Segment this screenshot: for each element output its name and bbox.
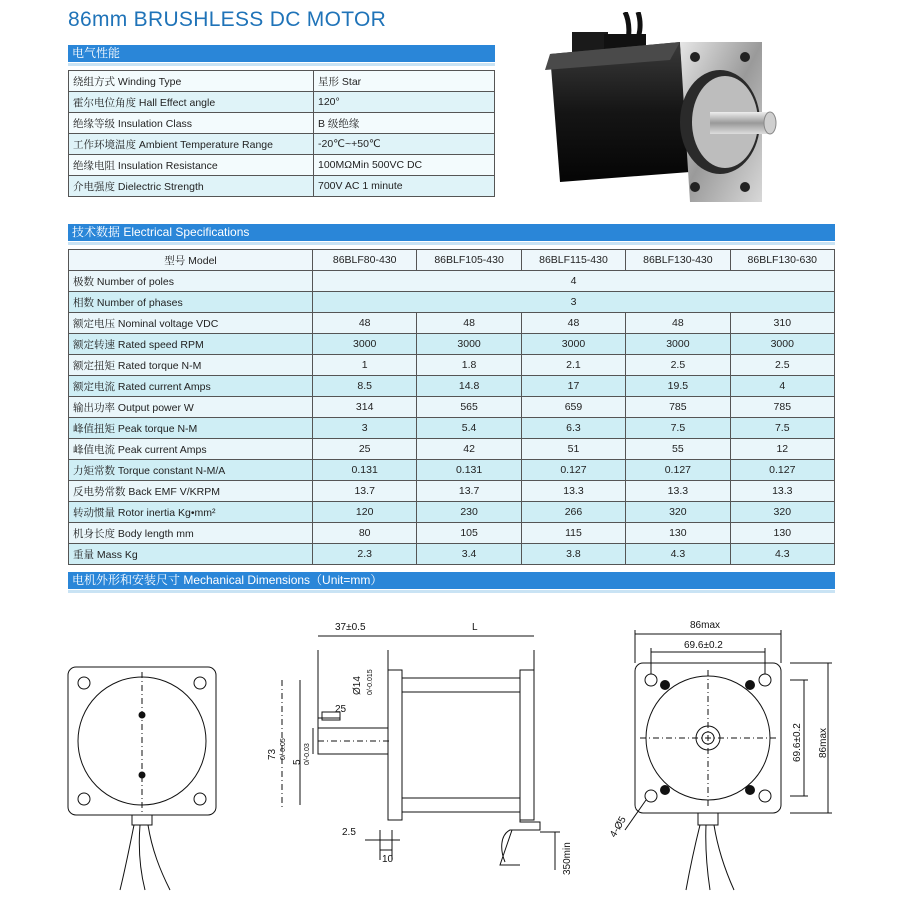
spec-value: 0.127	[626, 460, 730, 481]
property-label: 绝缘电阻 Insulation Resistance	[69, 155, 314, 176]
spec-value: 659	[521, 397, 625, 418]
spec-label: 峰值扭矩 Peak torque N-M	[69, 418, 313, 439]
dim-key-tolerance: 0/-0.03	[304, 743, 311, 765]
spec-label: 额定电压 Nominal voltage VDC	[69, 313, 313, 334]
property-label: 介电强度 Dielectric Strength	[69, 176, 314, 197]
dim-outer-width: 86max	[690, 620, 721, 631]
spec-value: 2.5	[730, 355, 834, 376]
spec-value: 310	[730, 313, 834, 334]
spec-value: 25	[313, 439, 417, 460]
spec-label: 峰值电流 Peak current Amps	[69, 439, 313, 460]
spec-row	[69, 523, 835, 544]
spec-row	[69, 439, 835, 460]
spec-row-poles	[69, 271, 835, 292]
property-label: 绝缘等级 Insulation Class	[69, 113, 314, 134]
spec-row	[69, 418, 835, 439]
spec-value: 0.131	[417, 460, 521, 481]
spec-value: 0.131	[313, 460, 417, 481]
spec-value: 4.3	[626, 544, 730, 565]
spec-value: 13.3	[730, 481, 834, 502]
property-value: 100MΩMin 500VC DC	[314, 155, 495, 176]
spec-row	[69, 355, 835, 376]
electrical-properties-table	[68, 70, 495, 197]
property-row	[69, 71, 495, 92]
spec-value: 120	[313, 502, 417, 523]
property-row	[69, 134, 495, 155]
property-value: 120°	[314, 92, 495, 113]
spec-row	[69, 313, 835, 334]
spec-label: 额定扭矩 Rated torque N-M	[69, 355, 313, 376]
spec-value: 12	[730, 439, 834, 460]
spec-value: 130	[730, 523, 834, 544]
dim-flange-thickness: 2.5	[342, 827, 356, 838]
spec-label: 机身长度 Body length mm	[69, 523, 313, 544]
section-electrical: 电气性能	[68, 45, 495, 62]
spec-label: 反电势常数 Back EMF V/KRPM	[69, 481, 313, 502]
spec-value: 3000	[417, 334, 521, 355]
spec-value: 5.4	[417, 418, 521, 439]
spec-value: 48	[626, 313, 730, 334]
spec-value: 19.5	[626, 376, 730, 397]
property-row	[69, 92, 495, 113]
spec-value: 48	[521, 313, 625, 334]
spec-value: 0.127	[521, 460, 625, 481]
spec-value: 3000	[730, 334, 834, 355]
spec-value: 266	[521, 502, 625, 523]
column-header: 86BLF130-430	[626, 250, 730, 271]
spec-row	[69, 460, 835, 481]
column-header: 86BLF130-630	[730, 250, 834, 271]
spec-value: 3.8	[521, 544, 625, 565]
spec-value: 105	[417, 523, 521, 544]
spec-value: 42	[417, 439, 521, 460]
spec-value: 7.5	[730, 418, 834, 439]
side-view-drawing	[282, 636, 560, 870]
electrical-specs-table	[68, 249, 835, 565]
spec-value: 320	[626, 502, 730, 523]
spec-value: 7.5	[626, 418, 730, 439]
dim-mounting-holes: 4-Ø5	[608, 814, 629, 840]
motor-photo	[530, 12, 840, 217]
spec-value: 13.3	[521, 481, 625, 502]
spec-value: 51	[521, 439, 625, 460]
spec-label: 重量 Mass Kg	[69, 544, 313, 565]
column-header-model: 型号 Model	[69, 250, 313, 271]
dim-shaft-tolerance: 0/-0.015	[367, 669, 374, 695]
spec-value: 13.3	[626, 481, 730, 502]
spec-value: 2.5	[626, 355, 730, 376]
spec-value: 6.3	[521, 418, 625, 439]
spec-value: 48	[313, 313, 417, 334]
section-mechanical: 电机外形和安装尺寸 Mechanical Dimensions（Unit=mm）	[68, 572, 835, 589]
property-label: 绕组方式 Winding Type	[69, 71, 314, 92]
spec-value: 3.4	[417, 544, 521, 565]
spec-label: 极数 Number of poles	[69, 271, 313, 292]
mechanical-drawing	[0, 600, 900, 900]
property-row	[69, 176, 495, 197]
spec-value: 0.127	[730, 460, 834, 481]
spec-label: 力矩常数 Torque constant N-M/A	[69, 460, 313, 481]
property-label: 工作环境温度 Ambient Temperature Range	[69, 134, 314, 155]
spec-value: 14.8	[417, 376, 521, 397]
spec-value: 17	[521, 376, 625, 397]
property-value: 星形 Star	[314, 71, 495, 92]
spec-value: 4	[313, 271, 835, 292]
spec-row	[69, 376, 835, 397]
spec-value: 230	[417, 502, 521, 523]
spec-value: 3000	[521, 334, 625, 355]
dim-hole-spacing: 69.6±0.2	[684, 640, 723, 651]
spec-row	[69, 544, 835, 565]
spec-label: 输出功率 Output power W	[69, 397, 313, 418]
spec-value: 55	[626, 439, 730, 460]
column-header: 86BLF80-430	[313, 250, 417, 271]
spec-row	[69, 481, 835, 502]
property-row	[69, 155, 495, 176]
property-value: B 级绝缘	[314, 113, 495, 134]
spec-value: 320	[730, 502, 834, 523]
spec-value: 13.7	[313, 481, 417, 502]
spec-value: 3000	[626, 334, 730, 355]
property-value: 700V AC 1 minute	[314, 176, 495, 197]
spec-value: 80	[313, 523, 417, 544]
dim-pilot-depth: 10	[382, 854, 394, 865]
spec-value: 314	[313, 397, 417, 418]
dim-pilot-tolerance: 0/-0.05	[280, 738, 287, 760]
spec-label: 转动惯量 Rotor inertia Kg•mm²	[69, 502, 313, 523]
property-label: 霍尔电位角度 Hall Effect angle	[69, 92, 314, 113]
property-row	[69, 113, 495, 134]
spec-value: 2.1	[521, 355, 625, 376]
spec-value: 3	[313, 292, 835, 313]
spec-value: 48	[417, 313, 521, 334]
dim-lead-length: 350min	[562, 842, 573, 875]
spec-row	[69, 502, 835, 523]
dim-flange-length: 37±0.5	[335, 622, 366, 633]
dim-body-length: L	[472, 622, 478, 633]
page-title: 86mm BRUSHLESS DC MOTOR	[68, 8, 387, 31]
dim-hole-spacing-vertical: 69.6±0.2	[792, 723, 803, 762]
spec-row-phases	[69, 292, 835, 313]
dim-key-length: 25	[335, 704, 347, 715]
column-header: 86BLF115-430	[521, 250, 625, 271]
spec-value: 13.7	[417, 481, 521, 502]
spec-value: 3	[313, 418, 417, 439]
column-header: 86BLF105-430	[417, 250, 521, 271]
property-value: -20℃~+50℃	[314, 134, 495, 155]
rear-view-drawing	[68, 667, 216, 890]
dim-key-width: 5	[292, 759, 303, 765]
spec-value: 115	[521, 523, 625, 544]
spec-value: 4.3	[730, 544, 834, 565]
spec-value: 565	[417, 397, 521, 418]
spec-value: 8.5	[313, 376, 417, 397]
dim-shaft-diameter: Ø14	[352, 676, 363, 695]
spec-row	[69, 334, 835, 355]
spec-label: 相数 Number of phases	[69, 292, 313, 313]
spec-value: 130	[626, 523, 730, 544]
spec-value: 3000	[313, 334, 417, 355]
section-specs: 技术数据 Electrical Specifications	[68, 224, 835, 241]
spec-value: 785	[626, 397, 730, 418]
dim-pilot-diameter: 73	[267, 748, 278, 760]
spec-row	[69, 397, 835, 418]
spec-value: 785	[730, 397, 834, 418]
spec-value: 1	[313, 355, 417, 376]
spec-label: 额定转速 Rated speed RPM	[69, 334, 313, 355]
spec-value: 2.3	[313, 544, 417, 565]
spec-value: 1.8	[417, 355, 521, 376]
spec-label: 额定电流 Rated current Amps	[69, 376, 313, 397]
dim-outer-height: 86max	[818, 727, 829, 758]
spec-value: 4	[730, 376, 834, 397]
